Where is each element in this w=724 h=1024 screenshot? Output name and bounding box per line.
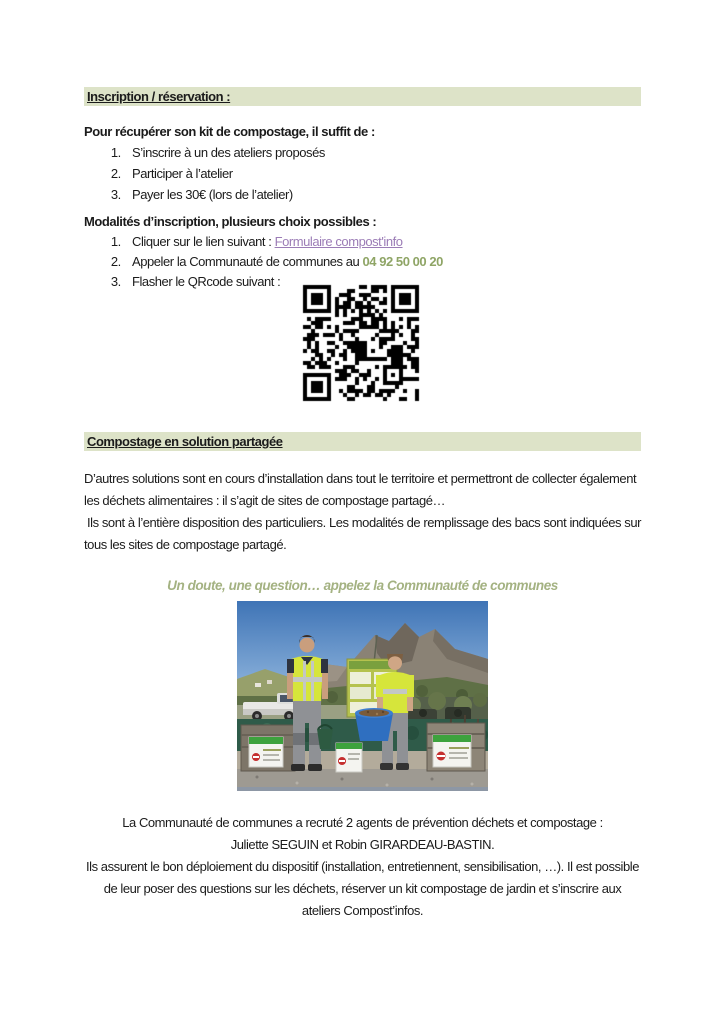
agents-line-1: La Communauté de communes a recruté 2 agents de prévention déchets et compostage : (122, 815, 603, 830)
agents-photo (237, 601, 488, 791)
formulaire-compostinfo-link[interactable]: Formulaire compost'info (274, 234, 403, 249)
section-header-inscription-label: Inscription / réservation : (87, 89, 231, 104)
kit-step-item: 3. Payer les 30€ (lors de l’atelier) (124, 184, 641, 205)
photo-bottom-strip (237, 787, 488, 791)
modalites-steps-list (84, 232, 641, 292)
section-header-partage-label: Compostage en solution partagée (87, 434, 283, 449)
photo-right-bin (427, 723, 485, 771)
agents-line-3: Ils assurent le bon déploiement du dispositif (installation, entretiennent, sensibilisation, …). Il est possible de leur poser des questions sur les déchets, réserver un kit compostage de jardin et s’inscrire aux ateliers Compost’infos. (86, 859, 639, 918)
agents-paragraph (84, 812, 641, 922)
partage-paragraph-2: Ils sont à l’entière disposition des particuliers. Les modalités de remplissage des bacs sont indiquées sur tous les sites de compostage partagé. (84, 515, 641, 552)
photo-middle-sign (336, 743, 362, 772)
callout-line: Un doute, une question… appelez la Communauté de communes (167, 578, 558, 593)
qr-code-icon (302, 284, 420, 402)
section-header-partage (84, 432, 641, 451)
kit-step-item: 1. S’inscrire à un des ateliers proposés (124, 142, 641, 163)
modalites-heading: Modalités d’inscription, plusieurs choix possibles : (84, 214, 377, 229)
phone-number: 04 92 50 00 20 (362, 254, 443, 269)
modalites-step-item: 2. Appeler la Communauté de communes au 04 92 50 00 20 (124, 252, 641, 272)
kit-heading: Pour récupérer son kit de compostage, il suffit de : (84, 124, 375, 139)
qr-code (302, 284, 420, 402)
partage-paragraph-1: D’autres solutions sont en cours d’installation dans tout le territoire et permettront de collecter également les déchets alimentaires : il s’agit de sites de compostage partagé… (84, 471, 637, 508)
modalites-step-item: 3. Flasher le QRcode suivant : (124, 272, 641, 292)
kit-step-item: 2. Participer à l’atelier (124, 163, 641, 184)
photo-left-bin (241, 725, 295, 771)
kit-steps-list (84, 142, 641, 205)
agents-line-2: Juliette SEGUIN et Robin GIRARDEAU-BASTIN. (230, 837, 495, 852)
modalites-step-item: 1. Cliquer sur le lien suivant : Formulaire compost'info (124, 232, 641, 252)
section-header-inscription (84, 87, 641, 106)
